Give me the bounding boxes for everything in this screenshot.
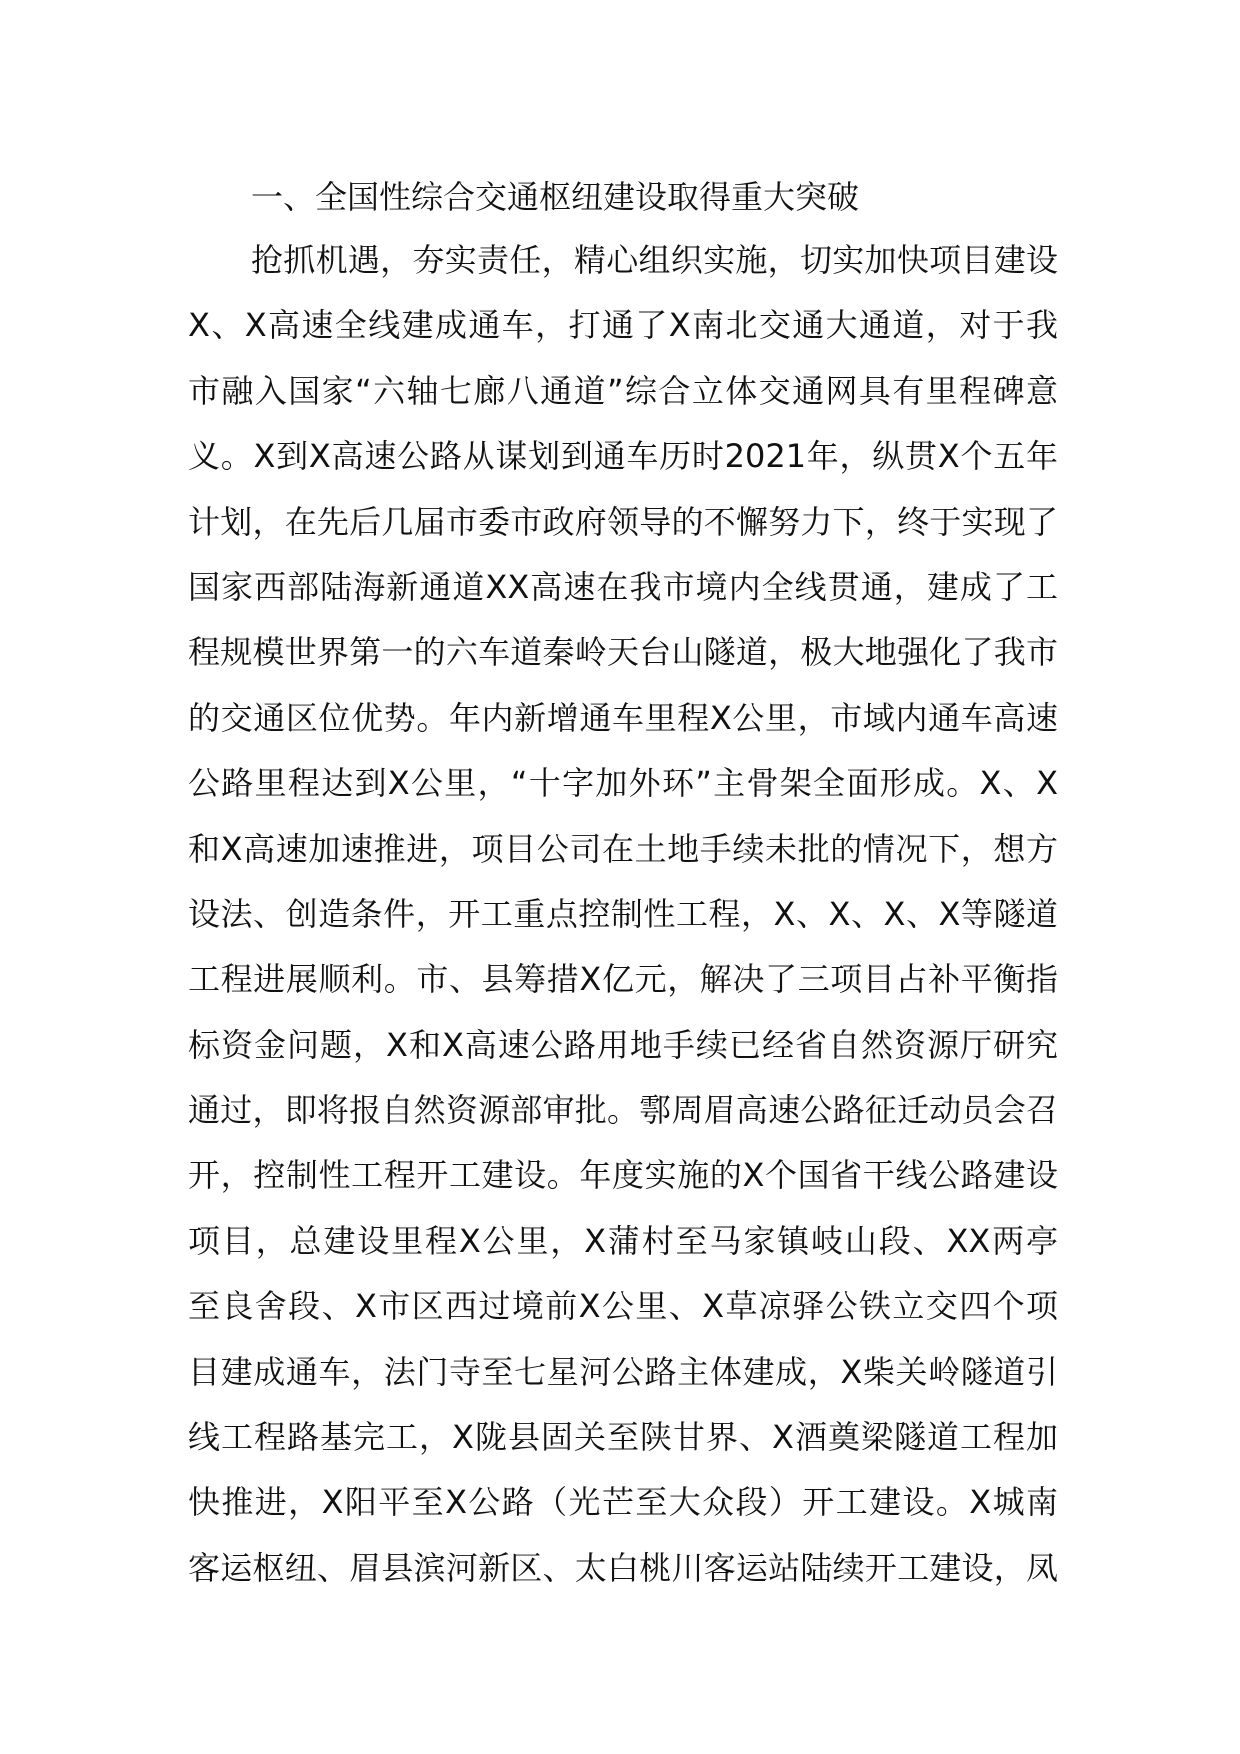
- paragraph-line: 的交通区位优势。年内新增通车里程X公里，市域内通车高速: [188, 698, 1058, 737]
- paragraph-line: 程规模世界第一的六车道秦岭天台山隧道，极大地强化了我市: [188, 633, 1058, 672]
- paragraph-line: 客运枢纽、眉县滨河新区、太白桃川客运站陆续开工建设，凤: [188, 1548, 1058, 1587]
- paragraph-line: 线工程路基完工，X陇县固关至陕甘界、X酒奠梁隧道工程加: [188, 1418, 1058, 1457]
- paragraph-line: 国家西部陆海新通道XX高速在我市境内全线贯通，建成了工: [188, 567, 1058, 606]
- paragraph-line: 公路里程达到X公里，“十字加外环”主骨架全面形成。X、X: [188, 764, 1058, 803]
- paragraph-line: 至良舍段、X市区西过境前X公里、X草凉驿公铁立交四个项: [188, 1287, 1058, 1326]
- paragraph-line: 和X高速加速推进，项目公司在土地手续未批的情况下，想方: [188, 829, 1058, 868]
- paragraph-line: 义。X到X高速公路从谋划到通车历时2021年，纵贯X个五年: [188, 437, 1058, 476]
- paragraph-line: 目建成通车，法门寺至七星河公路主体建成，X柴关岭隧道引: [188, 1352, 1058, 1391]
- paragraph-line: X、X高速全线建成通车，打通了X南北交通大通道，对于我: [188, 306, 1058, 345]
- section-heading: 一、全国性综合交通枢纽建设取得重大突破: [251, 178, 860, 216]
- paragraph-line: 快推进，X阳平至X公路（光芒至大众段）开工建设。X城南: [188, 1483, 1058, 1522]
- paragraph-line: 计划，在先后几届市委市政府领导的不懈努力下，终于实现了: [188, 502, 1058, 541]
- paragraph-line: 设法、创造条件，开工重点控制性工程，X、X、X、X等隧道: [188, 894, 1058, 933]
- paragraph-line: 标资金问题，X和X高速公路用地手续已经省自然资源厅研究: [188, 1025, 1058, 1064]
- paragraph-line: 抢抓机遇，夯实责任，精心组织实施，切实加快项目建设: [251, 241, 1058, 279]
- paragraph-line: 市融入国家“六轴七廊八通道”综合立体交通网具有里程碑意: [188, 371, 1058, 410]
- paragraph-line: 项目，总建设里程X公里，X蒲村至马家镇岐山段、XX两亭: [188, 1221, 1058, 1260]
- paragraph-line: 工程进展顺利。市、县筹措X亿元，解决了三项目占补平衡指: [188, 960, 1058, 999]
- body-paragraph: [188, 228, 1058, 1601]
- paragraph-line: 通过，即将报自然资源部审批。鄠周眉高速公路征迁动员会召: [188, 1091, 1058, 1130]
- paragraph-line: 开，控制性工程开工建设。年度实施的X个国省干线公路建设: [188, 1156, 1058, 1195]
